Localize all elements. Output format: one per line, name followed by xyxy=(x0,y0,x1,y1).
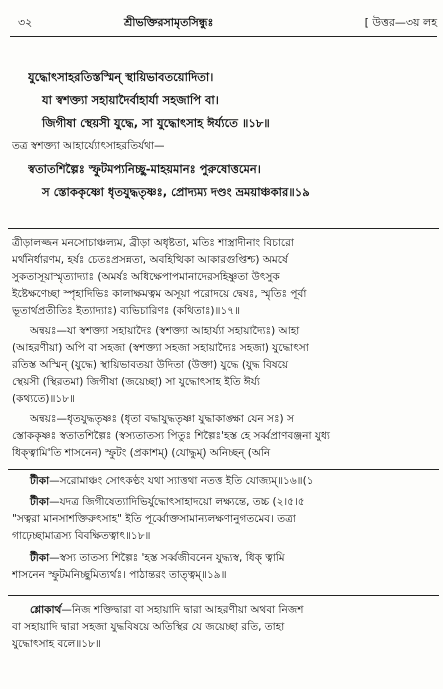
verse-block xyxy=(12,66,437,204)
anvaya-line: (কথ্যতে)॥১৮॥ xyxy=(12,393,75,405)
tika-text: —যদত্র জিগীষেত্যাদিভির্যুদ্ধোৎসাহাদয়ো লক্ষ্যন্তে, তচ্চ (২।৫।৫ xyxy=(49,496,305,508)
anvaya-line: স্তোককৃষ্ণঃ স্বতাতশিল্পৈঃ (স্বস্যতাতস্য পিতুঃ শিল্পৈঃ'হস্ত হে সর্ব্বপ্রাণবঞ্জনা যুধ্য xyxy=(12,430,330,442)
verse-line: স্বতাতশিল্পৈঃ স্ফুটমপ্যনিচ্ছু-মাহয়মানঃ পুরুষোত্তমেন। xyxy=(28,162,261,176)
tika-text: গাঢ়েচ্ছামাত্রস্য বিবক্ষিতত্বাৎ॥১৮॥ xyxy=(12,530,151,542)
tika-note xyxy=(12,473,437,490)
divider-rule xyxy=(8,228,439,229)
verse-intro: তত্র স্বশক্ত্যা আহার্য্যোৎসাহরতির্যথা— xyxy=(12,140,165,152)
tika-text: —স্বস্য তাতস্য শিল্পৈঃ 'হস্ত সর্ব্বজীবনেন যুদ্ধ্যস্ব, ধিক্ ত্বামি xyxy=(49,552,285,564)
shlokartha-label: শ্লোকার্থ xyxy=(30,604,62,616)
divider-rule xyxy=(8,595,439,596)
tika-label: টীকা xyxy=(30,496,50,508)
section-label: [ উত্তর—৩য় লহ xyxy=(364,16,437,29)
tika-text: "সত্বরা মানসাশক্তিরুৎসাহ" ইতি পূর্ব্বোক্তসামান্যলক্ষণানুগতমেব। তত্রা xyxy=(12,513,296,525)
verse-line: স স্তোককৃষ্ণো ধৃতযুদ্ধতৃষ্ণঃ, প্রোদ্যম্য দণ্ডং ভ্রময়াঞ্চকার॥১৯ xyxy=(42,185,310,199)
anvaya-line: (আহরণীয়া) অপি বা সহজা (স্বশক্ত্যা সহজা সহায়াদ্যৈঃ সহজা) যুদ্ধোৎসা xyxy=(12,342,309,354)
commentary-line: ত্রীড়ালজ্জন মনসোচাঞ্চল্যম, ব্রীড়া অধৃষ্টতা, মতিঃ শাস্ত্রাদীনাং বিচারো xyxy=(12,237,294,249)
verse-line: যা স্বশক্ত্যা সহায়াদৈর্বাহার্যা সহজাপি বা। xyxy=(42,93,219,107)
commentary-block xyxy=(12,235,437,462)
anvaya-line: অন্বয়ঃ—ধৃতযুদ্ধতৃষ্ণঃ (ধৃতা বদ্ধাযুদ্ধতৃষ্ণা যুদ্ধাকাঙ্ক্ষা যেন সঃ) স xyxy=(30,413,294,425)
shlokartha-text: —নিজ শক্তিদ্বারা বা সহায়াদি দ্বারা আহরণীয়া অথবা নিজশ xyxy=(61,604,304,616)
anvaya-line: স্থেয়সী (স্থিরতমা) জিগীষা (জয়েচ্ছা) সা যুদ্ধোৎসাহ ইতি ঈর্য্য xyxy=(12,376,260,388)
commentary-line: মর্থনির্ধারণম, হর্ষঃ চেতঃপ্রসন্নতা, অবহিত্থিকা আকারগুপ্তিশ্চ) অমর্ষে xyxy=(12,254,288,266)
commentary-line: ভূতার্থপ্রতীতিঃ ইত্যাদ্যাঃ) ব্যভিচারিণঃ (কথিতাঃ)॥১৭॥ xyxy=(12,305,241,317)
tika-text: —সরোমাঞ্চং সোৎকণ্ঠং যথা স্যাত্তথা নতত্ত ইতি যোজ্যম্॥১৬॥(১ xyxy=(49,475,314,487)
anvaya-line: অন্বয়ঃ—যা স্বশক্ত্যা সহায়াদৈঃ (স্বশক্ত্যা আহার্য্যা সহায়াদ্যৈঃ) আহা xyxy=(30,325,300,337)
tika-note xyxy=(12,550,437,584)
shlokartha-text: যুদ্ধোৎসাহ বলে॥১৮॥ xyxy=(12,638,101,650)
commentary-line: ইষ্টেক্ষণেচ্ছা স্পৃহাদিভিঃ কালাক্ষমত্বম অসূয়া পরোদয়ে দ্বেষঃ, স্মৃতিঃ পূর্বা xyxy=(12,288,307,300)
verse-line: জিগীষা স্থেয়সী যুদ্ধে, সা যুদ্ধোৎসাহ ঈর্য্যতে ॥১৮॥ xyxy=(42,116,270,130)
verse-line: যুদ্ধোৎসাহরতিস্তস্মিন্ স্থায়িভাবতয়োদিতা। xyxy=(28,70,214,84)
shlokartha-text: বা সহায়াদি দ্বারা সহজা যুদ্ধবিষয়ে অতিস্থির যে জয়েচ্ছা রতি, তাহা xyxy=(12,621,285,633)
page-number: ৩২ xyxy=(18,16,33,29)
commentary-line: সুকতাসূয়াস্মৃত্যাদ্যাঃ (অমর্ষঃ অধিক্ষেপাপমানাদেরসহিষ্ণুতা উৎসুক xyxy=(12,271,280,283)
page-header xyxy=(10,14,437,37)
anvaya-line: ধিক্ত্বামি'তি শাসনেন) স্ফুটং (প্রকাশম্) (যোদ্ধুম্) অনিচ্ছন্ (অনি xyxy=(12,447,271,459)
tika-label: টীকা xyxy=(30,552,50,564)
anvaya-line: রতিস্ত অস্মিন্ (যুদ্ধে) স্থায়িভাবতয়া উদিতা (উক্তা) যুদ্ধে (যুদ্ধ বিষয়ে xyxy=(12,359,289,371)
shlokartha-block xyxy=(12,602,437,653)
tika-text: শাসনেন স্ফুটমনিচ্ছুমিত্যর্থঃ। পাঠান্তরং তাত্ত্বম্॥১৯॥ xyxy=(12,569,227,581)
tika-label: টীকা xyxy=(30,475,50,487)
tika-note xyxy=(12,494,437,545)
divider-rule xyxy=(8,469,439,470)
running-title: শ্রীভক্তিরসামৃতসিন্ধুঃ xyxy=(124,16,214,29)
